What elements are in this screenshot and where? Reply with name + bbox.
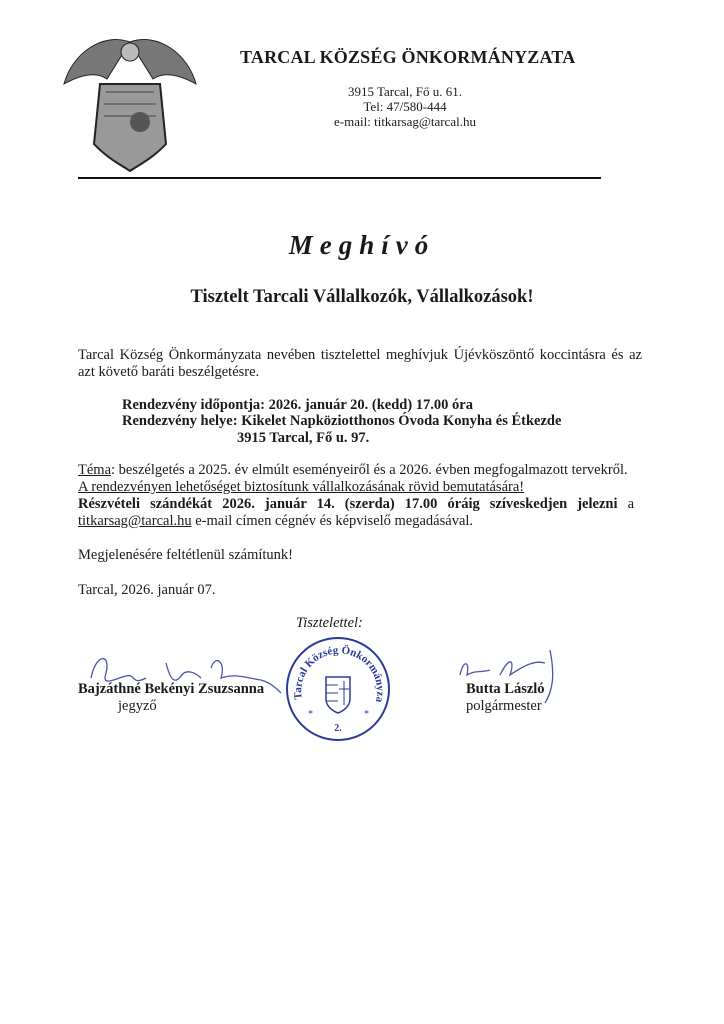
topic-label: Téma — [78, 462, 112, 478]
rsvp-line — [78, 496, 634, 513]
signer-name: Butta László — [466, 681, 545, 697]
topic-text: : beszélgetés a 2025. év elmúlt eseményeiről és a 2026. évben megfogalmazott tervekről. — [111, 462, 628, 478]
organization-title: TARCAL KÖZSÉG ÖNKORMÁNYZATA — [240, 47, 576, 67]
rsvp-tail: a — [617, 496, 634, 512]
stamp-text: Tarcal Község Önkormányza — [292, 644, 387, 704]
rsvp-rest: e-mail címen cégnév és képviselő megadásával. — [191, 513, 474, 529]
stamp-number: 2. — [334, 723, 342, 734]
salutation: Tisztelt Tarcali Vállalkozók, Vállalkozások! — [190, 287, 534, 307]
svg-text:Tarcal Község Önkormányzata — [288, 639, 386, 704]
svg-text:*: * — [364, 709, 369, 720]
address: 3915 Tarcal, Fő u. 61. — [347, 84, 463, 99]
event-place: Rendezvény helye: Kikelet Napköziotthonos Óvoda Konyha és Étkezde — [122, 413, 562, 429]
signer-name: Bajzáthné Bekényi Zsuzsanna — [78, 681, 265, 697]
signer-role: jegyző — [118, 698, 157, 714]
intro-line: Tarcal Község Önkormányzata nevében tisztelettel meghívjuk Újévköszöntő koccintásra és az — [78, 347, 642, 363]
rsvp-email-link[interactable]: titkarsag@tarcal.hu — [78, 513, 192, 529]
svg-text:*: * — [308, 709, 313, 720]
rsvp-contact — [78, 513, 473, 530]
event-place-address: 3915 Tarcal, Fő u. 97. — [237, 430, 370, 446]
header-divider — [78, 177, 601, 179]
topic — [78, 462, 628, 479]
official-stamp — [286, 637, 390, 741]
presentation-note: A rendezvényen lehetőséget biztosítunk vállalkozásának rövid bemutatására! — [78, 479, 525, 495]
phone: Tel: 47/580-444 — [363, 99, 447, 114]
document-heading: Meghívó — [288, 230, 436, 260]
intro-line: azt követő baráti beszélgetésre. — [78, 364, 260, 380]
event-date: Rendezvény időpontja: 2026. január 20. (kedd) 17.00 óra — [122, 397, 473, 413]
date-line: Tarcal, 2026. január 07. — [78, 582, 216, 598]
stamp-graphic — [288, 639, 388, 739]
rsvp-deadline: Részvételi szándékát 2026. január 14. (szerda) 17.00 óráig szíveskedjen jelezni — [78, 496, 618, 512]
signer-role: polgármester — [466, 698, 542, 714]
closing: Megjelenésére feltétlenül számítunk! — [78, 547, 293, 563]
regards: Tisztelettel: — [296, 615, 363, 631]
email: e-mail: titkarsag@tarcal.hu — [334, 114, 476, 129]
coat-of-arms-logo — [62, 34, 198, 174]
